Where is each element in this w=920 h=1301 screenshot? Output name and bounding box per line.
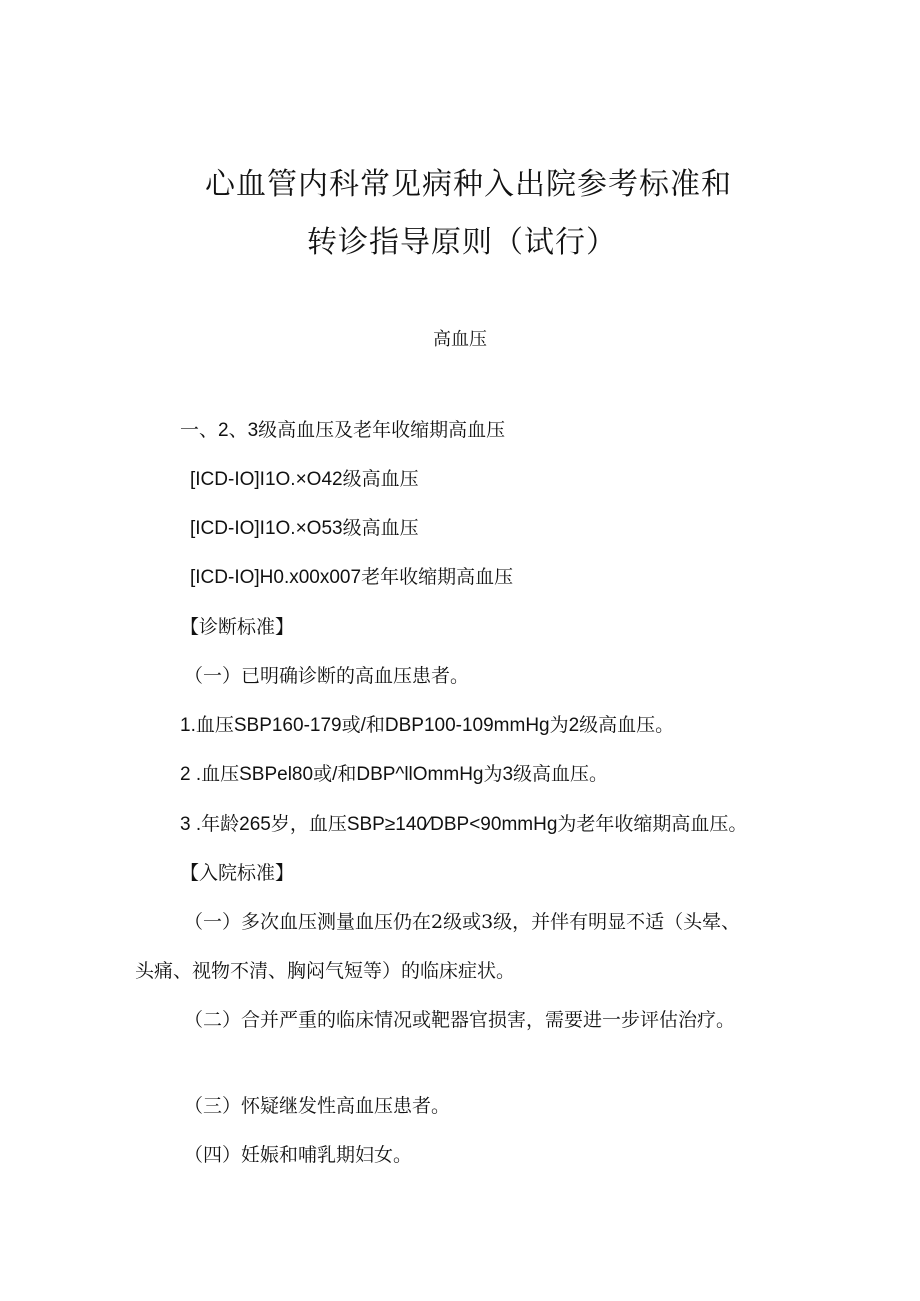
diagnosis-item-3: 3 .年龄265岁，血压SBP≥140⁄DBP<90mmHg为老年收缩期高血压。 xyxy=(180,814,748,835)
admission-item-4: （四）妊娠和哺乳期妇女。 xyxy=(184,1144,413,1166)
admission-item-3: （三）怀疑继发性高血压患者。 xyxy=(184,1095,451,1117)
diagnosis-item-2: 2 .血压SBPel80或/和DBP^llOmmHg为3级高血压。 xyxy=(180,764,609,785)
diagnosis-item-confirmed: （一）已明确诊断的高血压患者。 xyxy=(184,665,470,687)
document-title-line-2: 转诊指导原则（试行） xyxy=(307,225,617,260)
icd-code-grade2: [ICD-IO]I1O.×O42级高血压 xyxy=(190,469,419,490)
diagnosis-criteria-header: 【诊断标准】 xyxy=(180,616,295,638)
icd-code-grade3: [ICD-IO]I1O.×O53级高血压 xyxy=(190,518,419,539)
admission-item-1-line-2: 头痛、视物不清、胸闷气短等）的临床症状。 xyxy=(135,960,516,982)
icd-code-elderly: [ICD-IO]H0.x00x007老年收缩期高血压 xyxy=(190,567,514,588)
document-title-line-1: 心血管内科常见病种入出院参考标准和 xyxy=(205,167,732,202)
admission-item-1-line-1: （一）多次血压测量血压仍在2级或3级，并伴有明显不适（头晕、 xyxy=(184,911,741,933)
section-title: 高血压 xyxy=(433,329,487,350)
diagnosis-item-1: 1.血压SBP160-179或/和DBP100-109mmHg为2级高血压。 xyxy=(180,715,675,736)
heading-hypertension-grade: 一、2、3级高血压及老年收缩期高血压 xyxy=(180,420,506,441)
admission-item-2: （二）合并严重的临床情况或靶器官损害，需要进一步评估治疗。 xyxy=(184,1009,736,1031)
admission-criteria-header: 【入院标准】 xyxy=(180,862,295,884)
